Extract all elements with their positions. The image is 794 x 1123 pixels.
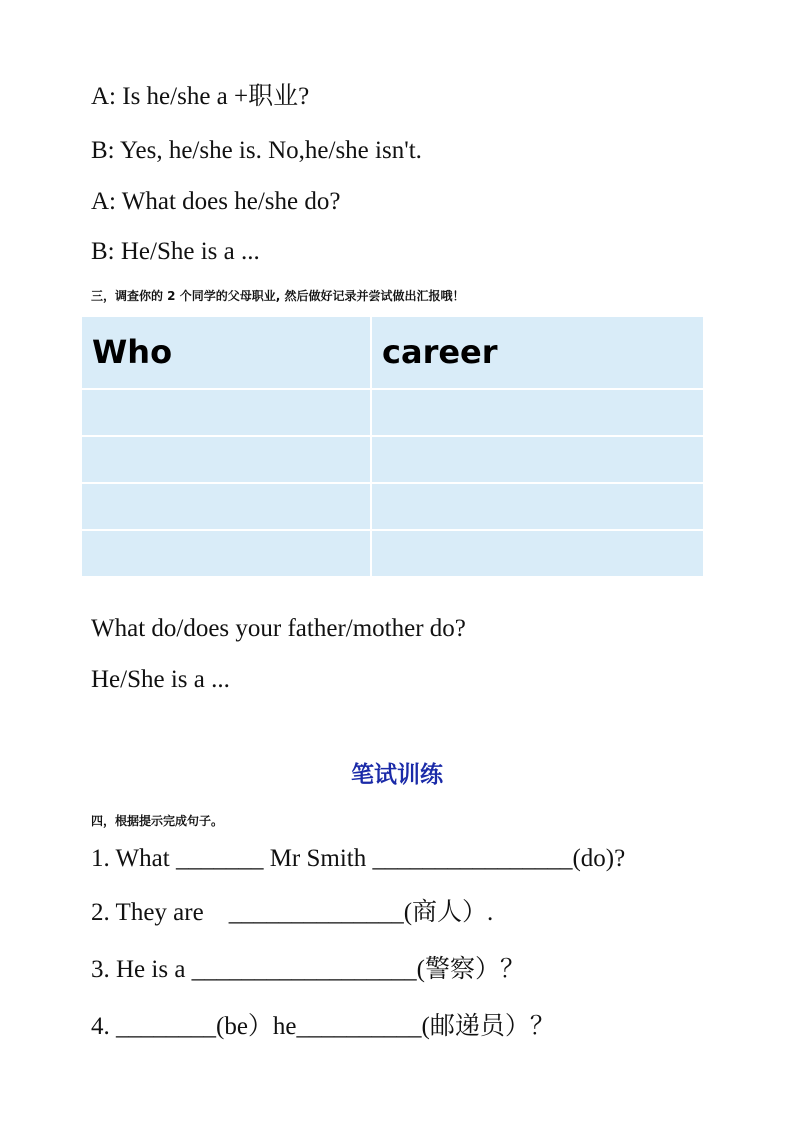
table-cell[interactable]: [372, 531, 703, 578]
survey-answer: He/She is a ...: [91, 666, 230, 693]
table-cell[interactable]: [372, 484, 703, 531]
question-4-hint: (邮递员）？: [421, 1013, 555, 1040]
question-1-middle: Mr Smith: [263, 845, 373, 872]
question-4-middle: (be）he: [216, 1013, 297, 1040]
dialogue-line-b1: B: Yes, he/she is. No,he/she isn't.: [91, 137, 422, 164]
question-1-blank-2[interactable]: ________________: [372, 845, 573, 872]
header-cell-career: career: [372, 317, 703, 390]
table-row: [82, 531, 703, 578]
dialogue-line-a1: A: Is he/she a +职业?: [91, 83, 310, 110]
table-cell[interactable]: [372, 437, 703, 484]
dialogue-line-b2: B: He/She is a ...: [91, 238, 260, 265]
question-3: [91, 955, 525, 985]
table-cell[interactable]: [372, 390, 703, 437]
question-4: [91, 1012, 555, 1042]
question-4-blank-2[interactable]: __________: [296, 1013, 422, 1040]
question-2-hint: (商人）.: [403, 899, 494, 926]
written-heading: 笔试训练: [351, 762, 443, 788]
header-cell-who: Who: [82, 317, 372, 390]
written-instruction: 四，根据提示完成句子。: [91, 814, 224, 828]
question-1-blank-1[interactable]: _______: [175, 845, 264, 872]
question-3-blank[interactable]: __________________: [191, 956, 417, 983]
table-row: [82, 390, 703, 437]
survey-table: [82, 317, 703, 578]
table-cell[interactable]: [82, 437, 372, 484]
table-row: [82, 437, 703, 484]
table-cell[interactable]: [82, 390, 372, 437]
question-2-blank[interactable]: ______________: [228, 899, 404, 926]
survey-question: What do/does your father/mother do?: [91, 615, 466, 642]
dialogue-line-a2: A: What does he/she do?: [91, 188, 341, 215]
question-1-hint: (do)?: [572, 845, 626, 872]
question-3-prefix: 3. He is a: [91, 956, 192, 983]
question-3-hint: (警察）？: [416, 956, 525, 983]
question-2-prefix: 2. They are: [91, 899, 229, 926]
question-1-prefix: 1. What: [91, 845, 176, 872]
table-cell[interactable]: [82, 484, 372, 531]
table-cell[interactable]: [82, 531, 372, 578]
table-row: [82, 484, 703, 531]
section3-instruction: 三，调查你的 2 个同学的父母职业, 然后做好记录并尝试做出汇报哦！: [91, 289, 465, 303]
question-1: [91, 844, 625, 874]
question-2: [91, 898, 493, 928]
question-4-blank-1[interactable]: ________: [116, 1013, 216, 1040]
table-header-row: [82, 317, 703, 390]
question-4-prefix: 4.: [91, 1013, 116, 1040]
